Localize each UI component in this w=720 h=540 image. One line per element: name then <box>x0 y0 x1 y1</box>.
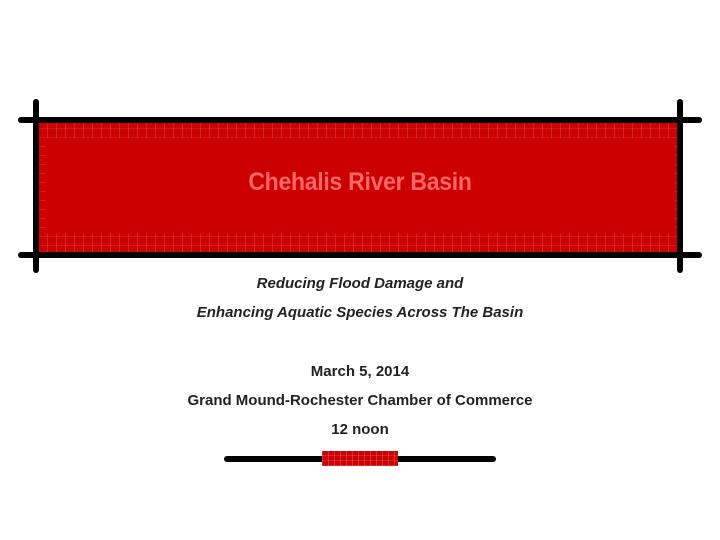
presentation-time: 12 noon <box>331 421 389 438</box>
frame-bottom-line <box>18 252 702 258</box>
frame-left-line <box>33 99 39 273</box>
frame-top-line <box>18 117 702 123</box>
title-banner <box>38 120 682 255</box>
presentation-date: March 5, 2014 <box>310 363 410 380</box>
frame-right-line <box>677 99 683 273</box>
subtitle-line-2: Enhancing Aquatic Species Across The Basin <box>196 304 524 321</box>
slide-title: Chehalis River Basin <box>248 168 472 196</box>
decorative-red-block <box>322 451 398 466</box>
presentation-venue: Grand Mound-Rochester Chamber of Commerce <box>187 392 533 409</box>
subtitle-line-1: Reducing Flood Damage and <box>256 275 464 292</box>
